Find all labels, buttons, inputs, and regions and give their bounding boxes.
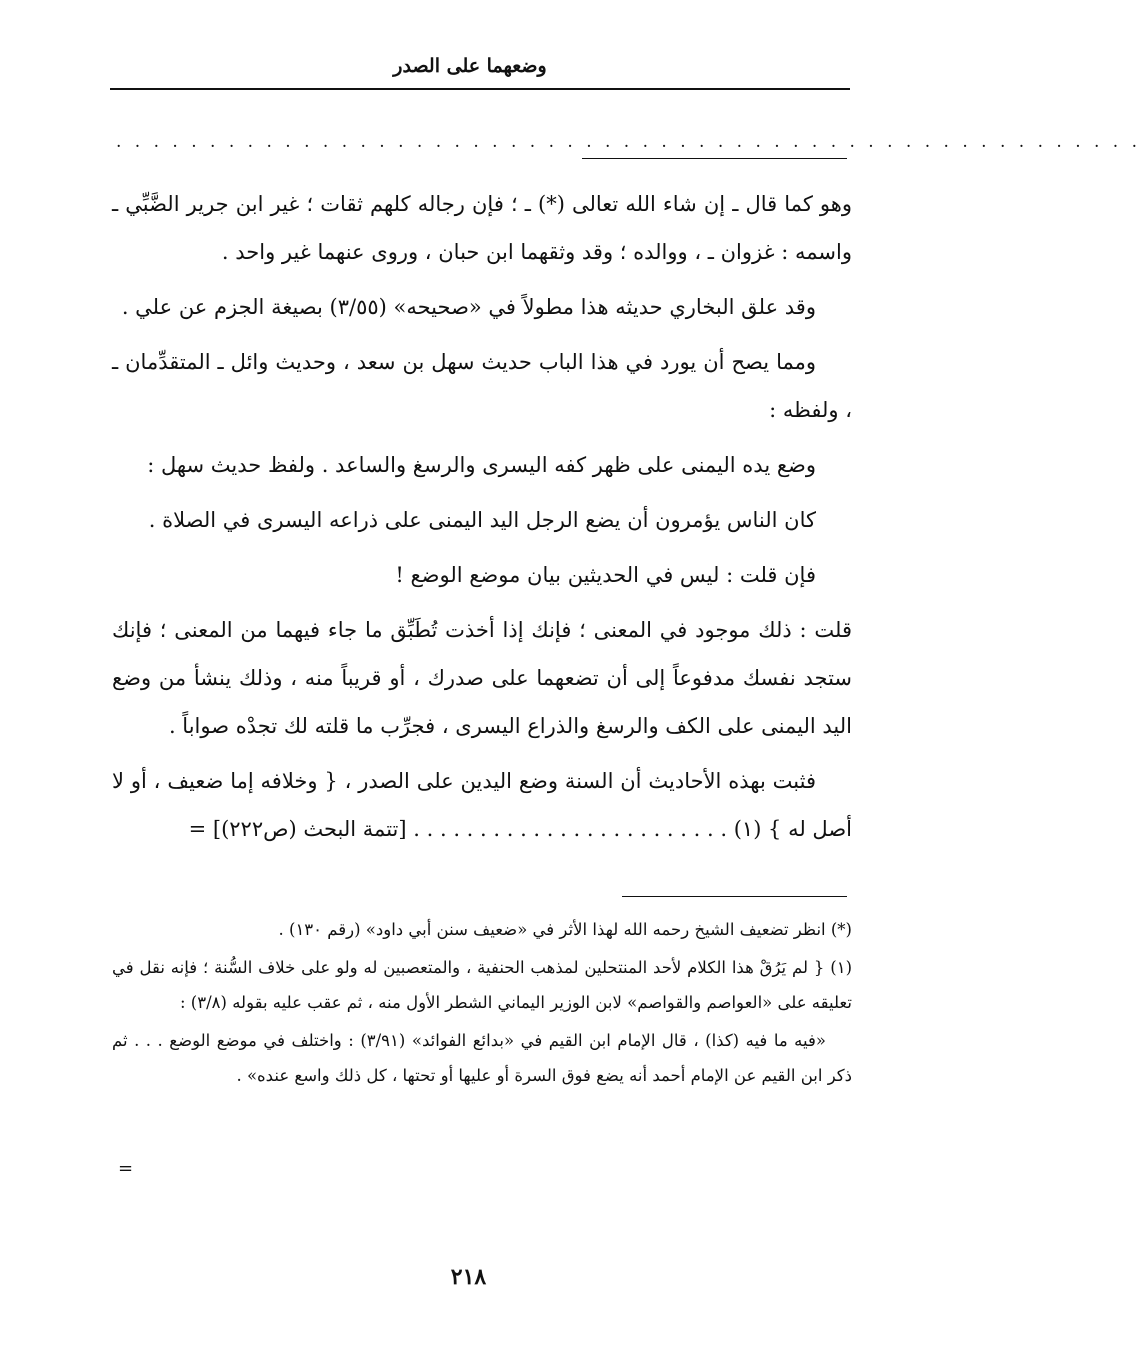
footnote-continuation-mark: = bbox=[118, 1158, 134, 1179]
paragraph: فإن قلت : ليس في الحديثين بيان موضع الوضع ! bbox=[395, 563, 816, 587]
paragraph: قلت : ذلك موجود في المعنى ؛ فإنك إذا أخذت تُطَبِّق ما جاء فيهما من المعنى ؛ فإنك ستجد نفسك مدفوعاً إلى أن تضعهما على صدرك ، أو قريباً منه ، وذلك ينشأ من وضع اليد اليمنى على الكف والرسغ والذراع اليسرى ، فجرِّب ما قلته لك تجدْه صواباً . bbox=[112, 618, 852, 738]
paragraph: ومما يصح أن يورد في هذا الباب حديث سهل بن سعد ، وحديث وائل ـ المتقدِّمان ـ ، ولفظه : bbox=[112, 350, 852, 422]
main-text bbox=[112, 180, 852, 860]
paragraph: وهو كما قال ـ إن شاء الله تعالى (*) ـ ؛ فإن رجاله كلهم ثقات ؛ غير ابن جرير الضَّبِّي ـ واسمه : غزوان ـ ، ووالده ؛ وقد وثقهما ابن حبان ، وروى عنهما غير واحد . bbox=[112, 192, 852, 264]
separator-rule bbox=[582, 158, 847, 159]
quote-paragraph: وضع يده اليمنى على ظهر كفه اليسرى والرسغ والساعد . ولفظ حديث سهل : bbox=[147, 453, 816, 477]
continuation-note: [تتمة البحث (ص٢٢٢)] = bbox=[188, 817, 407, 841]
running-header-title: وضعهما على الصدر bbox=[393, 55, 547, 77]
paragraph-text: فثبت بهذه الأحاديث أن السنة وضع اليدين على الصدر ، { وخلافه إما ضعيف ، أو لا أصل له } (١) bbox=[112, 769, 852, 841]
footnote: (*) انظر تضعيف الشيخ رحمه الله لهذا الأثر في «ضعيف سنن أبي داود» (رقم ١٣٠) . bbox=[278, 920, 852, 939]
header-rule bbox=[110, 88, 850, 90]
paragraph bbox=[112, 757, 852, 853]
footnote: (١) { لم يَرُقْ هذا الكلام لأحد المنتحلين لمذهب الحنفية ، والمتعصبين له ولو على خلاف السُّنة ؛ فإنه نقل في تعليقه على «العواصم والقواصم» لابن الوزير اليماني الشطر الأول منه ، ثم عقب عليه بقوله (٣/٨) : bbox=[112, 958, 852, 1012]
quote-paragraph: كان الناس يؤمرون أن يضع الرجل اليد اليمنى على ذراعه اليسرى في الصلاة . bbox=[148, 508, 816, 532]
footnote-quote: «فيه ما فيه (كذا) ، قال الإمام ابن القيم في «بدائع الفوائد» (٣/٩١) : واختلف في موضع الوضع . . . ثم ذكر ابن القيم عن الإمام أحمد أنه يضع فوق السرة أو عليها أو تحتها ، كل ذلك واسع عنده» . bbox=[112, 1031, 852, 1085]
continuation-line bbox=[189, 817, 727, 841]
footnote-rule bbox=[622, 896, 847, 897]
continuation-dots: . . . . . . . . . . . . . . . . . . . . . . . . bbox=[413, 817, 728, 841]
paragraph: وقد علق البخاري حديثه هذا مطولاً في «صحيحه» (٣/٥٥) بصيغة الجزم عن علي . bbox=[121, 295, 816, 319]
separator-dots: . . . . . . . . . . . . . . . . . . . . . . . . . . . . . . . . . . . . . . . . . . . . . . . . . . . . . . . bbox=[116, 132, 1141, 152]
footnotes bbox=[112, 912, 852, 1096]
page-number: ٢١٨ bbox=[450, 1264, 487, 1290]
